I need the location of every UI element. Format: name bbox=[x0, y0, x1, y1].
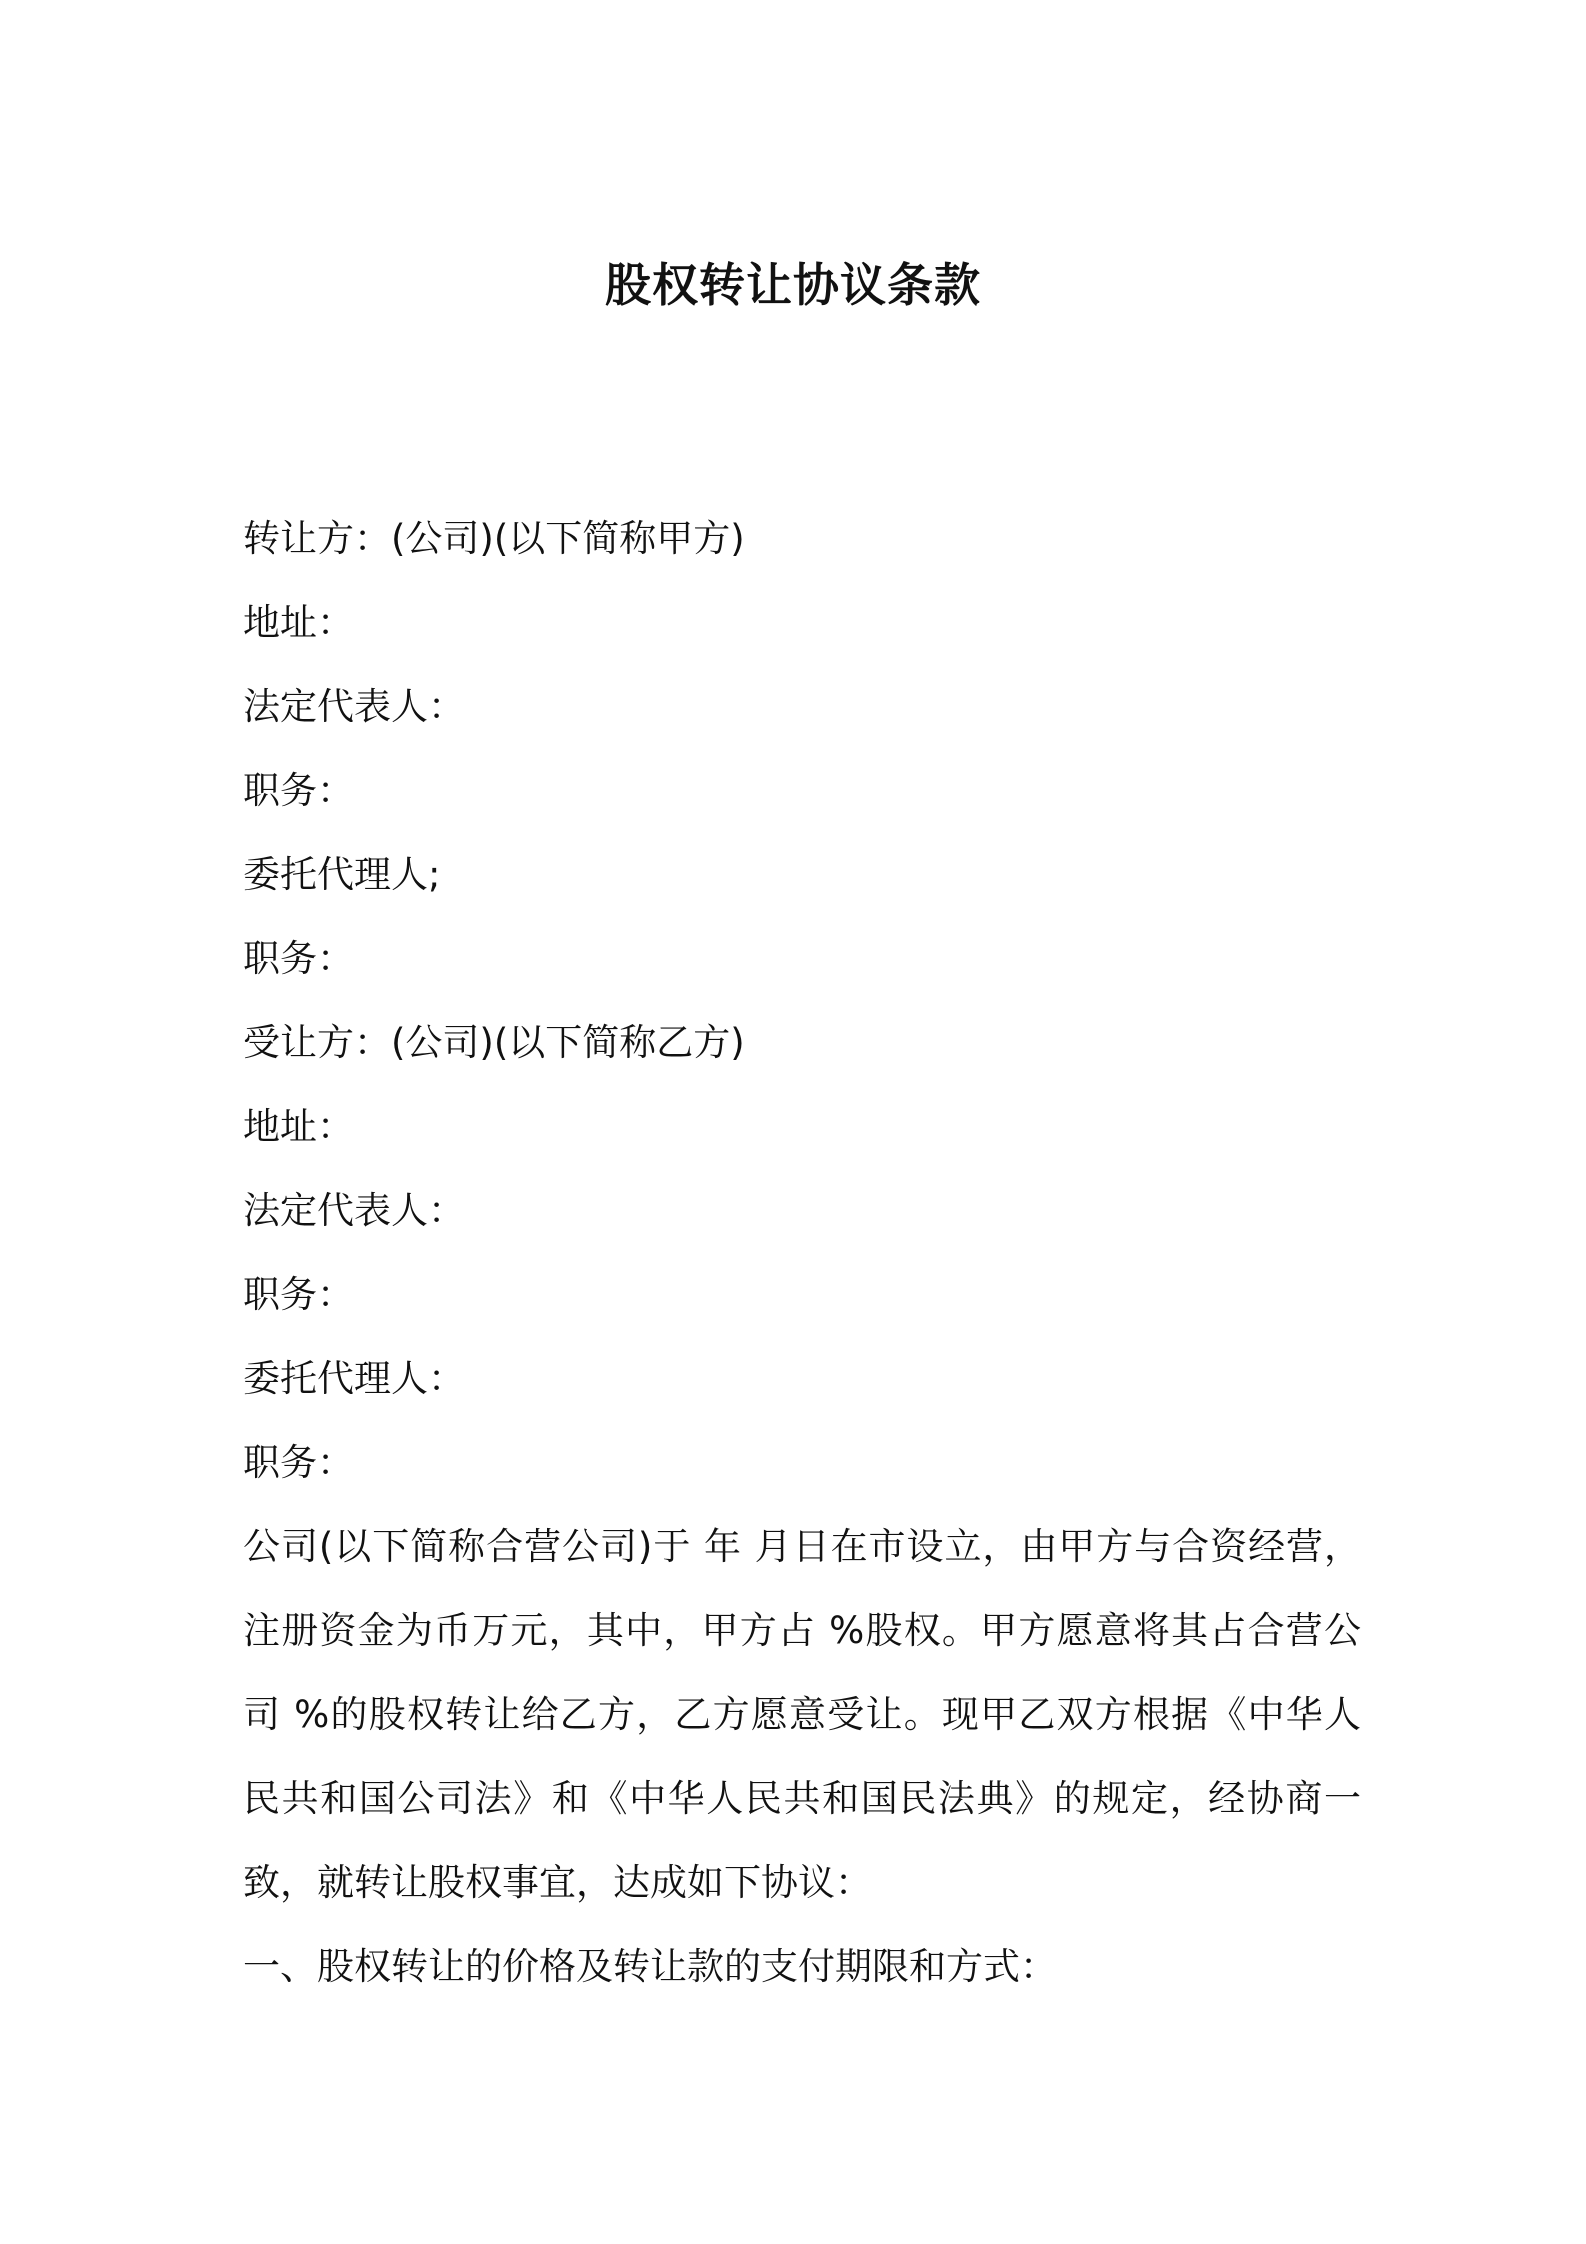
transferor-agent-line: 委托代理人; bbox=[243, 853, 441, 896]
section-heading: 一、股权转让的价格及转让款的支付期限和方式： bbox=[243, 1945, 1057, 1988]
transferee-agent-position-line: 职务： bbox=[243, 1441, 354, 1484]
agreement-preamble-paragraph: 公司(以下简称合营公司)于 年 月日在市设立，由甲方与合资经营，注册资金为币万元，其中，甲方占 %股权。甲方愿意将其占合营公司 %的股权转让给乙方，乙方愿意受让。现甲乙双方根据《中华人民共和国公司法》和《中华人民共和国民法典》的规定，经协商一致，就转让股权事宜，达成如下协议： bbox=[243, 1525, 1361, 1904]
transferor-line: 转让方：(公司)(以下简称甲方) bbox=[243, 517, 745, 560]
transferee-line: 受让方：(公司)(以下简称乙方) bbox=[243, 1021, 745, 1064]
transferee-address-line: 地址： bbox=[243, 1105, 354, 1148]
transferor-agent-position-line: 职务： bbox=[243, 937, 354, 980]
document-body bbox=[243, 497, 1361, 2009]
transferee-agent-line: 委托代理人： bbox=[243, 1357, 465, 1400]
transferor-position-line: 职务： bbox=[243, 769, 354, 812]
document-title: 股权转让协议条款 bbox=[605, 258, 981, 312]
transferee-legal-representative-line: 法定代表人： bbox=[243, 1189, 465, 1232]
transferor-legal-representative-line: 法定代表人： bbox=[243, 685, 465, 728]
transferor-address-line: 地址： bbox=[243, 601, 354, 644]
transferee-position-line: 职务： bbox=[243, 1273, 354, 1316]
